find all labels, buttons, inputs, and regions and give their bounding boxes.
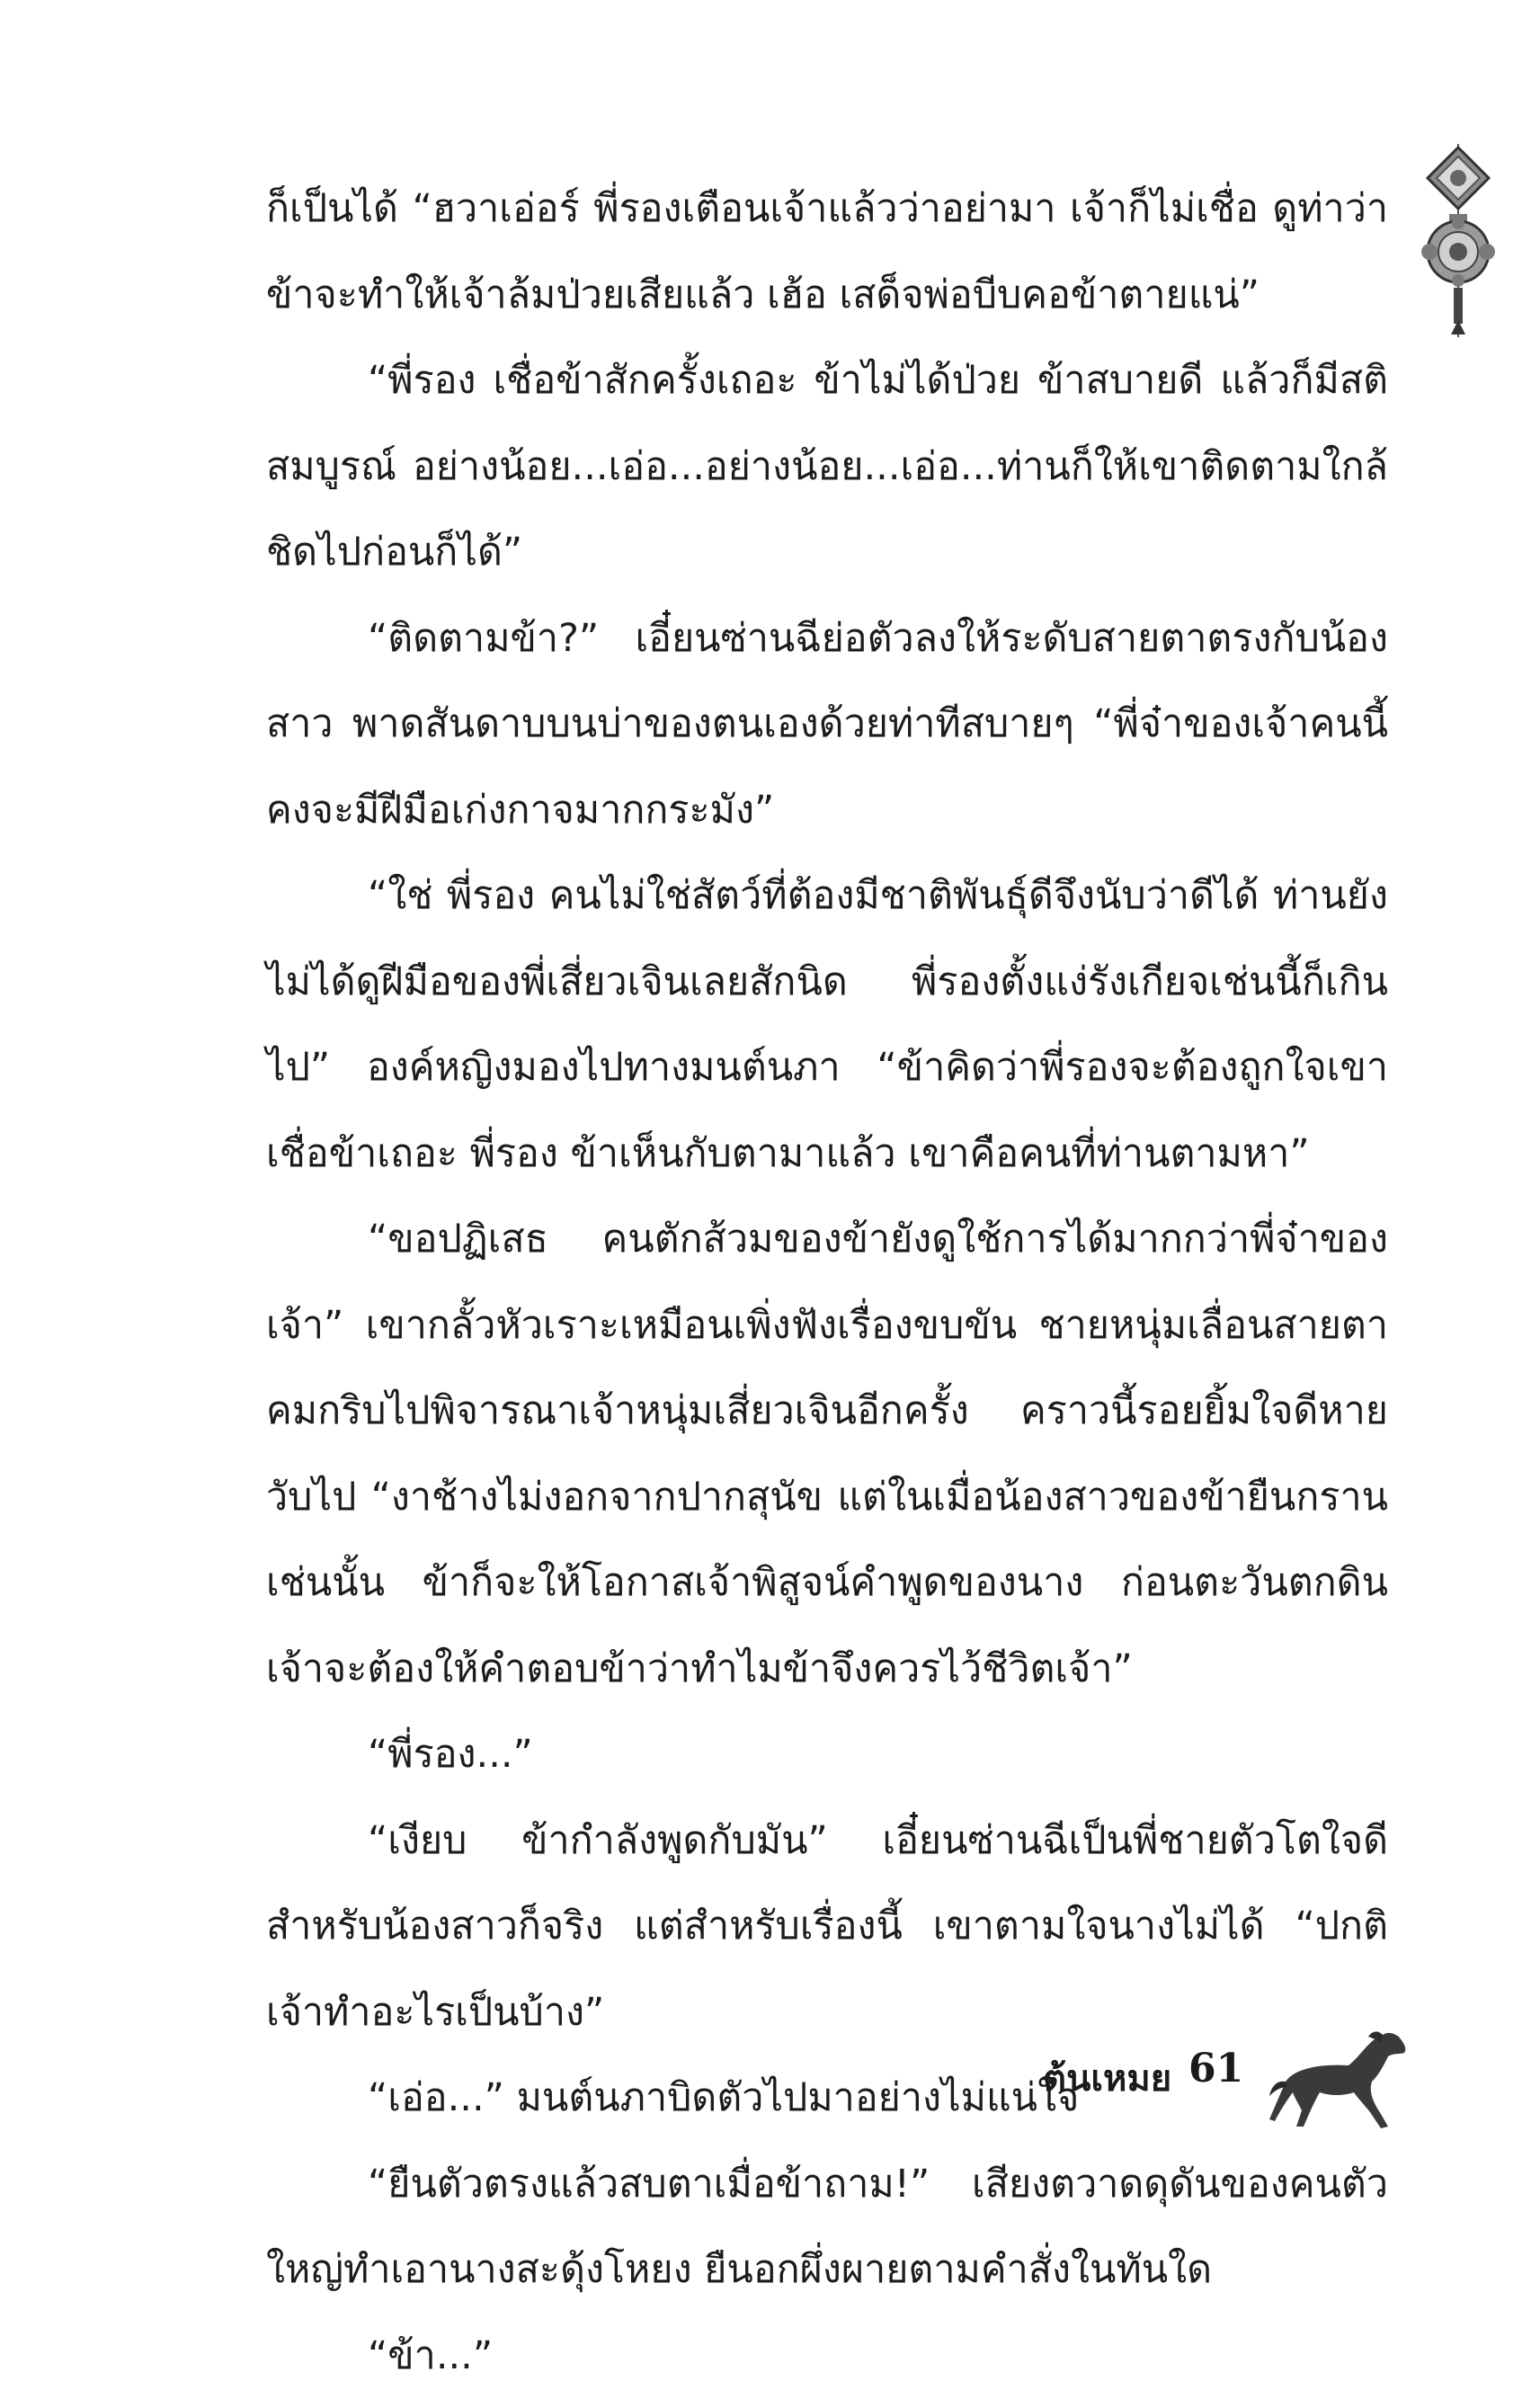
paragraph: ก็เป็นได้ “ฮวาเอ่อร์ พี่รองเตือนเจ้าแล้วว่าอย่ามา เจ้าก็ไม่เชื่อ ดูท่าว่าข้าจะทำให้เจ้าล้มป่วยเสียแล้ว เฮ้อ เสด็จพ่อบีบคอข้าตายแน่” <box>266 166 1388 338</box>
paragraph: “ขอปฏิเสธ คนตักส้วมของข้ายังดูใช้การได้มากกว่าพี่จ๋าของเจ้า” เขากลั้วหัวเราะเหมือนเพิ่งฟังเรื่องขบขัน ชายหนุ่มเลื่อนสายตาคมกริบไปพิจารณาเจ้าหนุ่มเสี่ยวเจินอีกครั้ง คราวนี้รอยยิ้มใจดีหายวับไป “งาช้างไม่งอกจากปากสุนัข แต่ในเมื่อน้องสาวของข้ายืนกรานเช่นนั้น ข้าก็จะให้โอกาสเจ้าพิสูจน์คำพูดของนาง ก่อนตะวันตกดิน เจ้าจะต้องให้คำตอบข้าว่าทำไมข้าจึงควรไว้ชีวิตเจ้า” <box>266 1197 1388 1712</box>
paragraph: “เงียบ ข้ากำลังพูดกับมัน” เอี๋ยนซ่านฉีเป็นพี่ชายตัวโตใจดีสำหรับน้องสาวก็จริง แต่สำหรับเรื่องนี้ เขาตามใจนางไม่ได้ “ปกติเจ้าทำอะไรเป็นบ้าง” <box>266 1798 1388 2056</box>
paragraph: “เอ่อ...” มนต์นภาบิดตัวไปมาอย่างไม่แน่ใจ <box>266 2056 1388 2142</box>
page-footer <box>1043 2028 1420 2136</box>
page-number: 61 <box>1188 2046 1243 2091</box>
paragraph: “พี่รอง เชื่อข้าสักครั้งเถอะ ข้าไม่ได้ป่วย ข้าสบายดี แล้วก็มีสติสมบูรณ์ อย่างน้อย...เอ่อ...อย่างน้อย...เอ่อ...ท่านก็ให้เขาติดตามใกล้ชิดไปก่อนก็ได้” <box>266 338 1388 596</box>
paragraph: “ยืนตัวตรงแล้วสบตาเมื่อข้าถาม!” เสียงตวาดดุดันของคนตัวใหญ่ทำเอานางสะดุ้งโหยง ยืนอกผึ่งผายตามคำสั่งในทันใด <box>266 2142 1388 2314</box>
paragraph: “ติดตามข้า?” เอี๋ยนซ่านฉีย่อตัวลงให้ระดับสายตาตรงกับน้องสาว พาดสันดาบบนบ่าของตนเองด้วยท่าทีสบายๆ “พี่จ๋าของเจ้าคนนี้คงจะมีฝีมือเก่งกาจมากกระมัง” <box>266 596 1388 854</box>
horse-icon <box>1268 2028 1420 2131</box>
book-title: ต้นเหมย <box>1043 2049 1171 2107</box>
paragraph: “ใช่ พี่รอง คนไม่ใช่สัตว์ที่ต้องมีชาติพันธุ์ดีจึงนับว่าดีได้ ท่านยังไม่ได้ดูฝีมือของพี่เสี่ยวเจินเลยสักนิด พี่รองตั้งแง่รังเกียจเช่นนี้ก็เกินไป” องค์หญิงมองไปทางมนต์นภา “ข้าคิดว่าพี่รองจะต้องถูกใจเขา เชื่อข้าเถอะ พี่รอง ข้าเห็นกับตามาแล้ว เขาคือคนที่ท่านตามหา” <box>266 853 1388 1197</box>
paragraph: “พี่รอง...” <box>266 1712 1388 1798</box>
decorative-ornament-icon <box>1417 144 1500 337</box>
paragraph: “ข้า...” <box>266 2314 1388 2399</box>
